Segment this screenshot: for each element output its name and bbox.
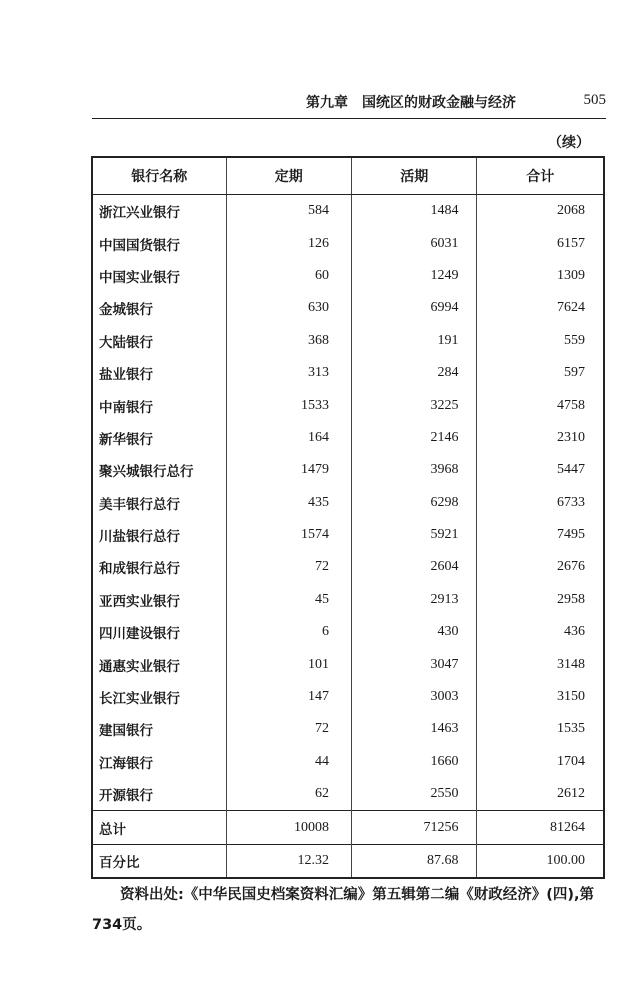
total-deposit-cell: 436 <box>477 616 604 648</box>
bank-name-cell: 长江实业银行 <box>92 681 226 713</box>
bank-name-cell: 浙江兴业银行 <box>92 195 226 228</box>
bank-name-cell: 聚兴城银行总行 <box>92 454 226 486</box>
bank-name-cell: 亚西实业银行 <box>92 584 226 616</box>
current-deposit-cell: 2604 <box>352 551 477 583</box>
table-row <box>92 422 604 454</box>
bank-name-cell: 四川建设银行 <box>92 616 226 648</box>
fixed-deposit-cell: 584 <box>226 195 352 228</box>
column-header-fixed: 定期 <box>226 157 352 195</box>
total-deposit-cell: 6157 <box>477 227 604 259</box>
total-deposit-cell: 2068 <box>477 195 604 228</box>
current-deposit-cell: 5921 <box>352 519 477 551</box>
table-row <box>92 454 604 486</box>
bank-name-cell: 百分比 <box>92 844 226 878</box>
current-deposit-cell: 2550 <box>352 778 477 811</box>
current-deposit-cell: 3225 <box>352 389 477 421</box>
total-deposit-cell: 100.00 <box>477 844 604 878</box>
fixed-deposit-cell: 62 <box>226 778 352 811</box>
bank-name-cell: 中南银行 <box>92 389 226 421</box>
total-deposit-cell: 559 <box>477 325 604 357</box>
table-row <box>92 746 604 778</box>
bank-name-cell: 盐业银行 <box>92 357 226 389</box>
fixed-deposit-cell: 6 <box>226 616 352 648</box>
page-number: 505 <box>583 92 606 108</box>
current-deposit-cell: 3003 <box>352 681 477 713</box>
bank-name-cell: 金城银行 <box>92 292 226 324</box>
current-deposit-cell: 191 <box>352 325 477 357</box>
fixed-deposit-cell: 1574 <box>226 519 352 551</box>
total-deposit-cell: 2958 <box>477 584 604 616</box>
table-row <box>92 519 604 551</box>
table-body <box>92 195 604 879</box>
table-header-row <box>92 157 604 195</box>
fixed-deposit-cell: 1533 <box>226 389 352 421</box>
table-row <box>92 357 604 389</box>
table-row <box>92 195 604 228</box>
fixed-deposit-cell: 72 <box>226 551 352 583</box>
total-deposit-cell: 3148 <box>477 648 604 680</box>
bank-name-cell: 新华银行 <box>92 422 226 454</box>
fixed-deposit-cell: 313 <box>226 357 352 389</box>
fixed-deposit-cell: 368 <box>226 325 352 357</box>
fixed-deposit-cell: 164 <box>226 422 352 454</box>
total-deposit-cell: 5447 <box>477 454 604 486</box>
fixed-deposit-cell: 12.32 <box>226 844 352 878</box>
bank-name-cell: 中国国货银行 <box>92 227 226 259</box>
bank-name-cell: 和成银行总行 <box>92 551 226 583</box>
running-title: 第九章 国统区的财政金融与经济 <box>306 95 516 111</box>
header-rule <box>92 118 606 119</box>
table-row <box>92 648 604 680</box>
running-head <box>92 92 606 112</box>
table-row <box>92 325 604 357</box>
fixed-deposit-cell: 44 <box>226 746 352 778</box>
current-deposit-cell: 284 <box>352 357 477 389</box>
table-row <box>92 713 604 745</box>
fixed-deposit-cell: 10008 <box>226 811 352 844</box>
fixed-deposit-cell: 1479 <box>226 454 352 486</box>
percent-row <box>92 844 604 878</box>
column-header-current: 活期 <box>352 157 477 195</box>
total-deposit-cell: 2310 <box>477 422 604 454</box>
current-deposit-cell: 2146 <box>352 422 477 454</box>
column-header-total: 合计 <box>477 157 604 195</box>
continued-mark: （续） <box>548 135 590 151</box>
table-row <box>92 584 604 616</box>
table-row <box>92 778 604 811</box>
current-deposit-cell: 2913 <box>352 584 477 616</box>
fixed-deposit-cell: 630 <box>226 292 352 324</box>
fixed-deposit-cell: 147 <box>226 681 352 713</box>
fixed-deposit-cell: 126 <box>226 227 352 259</box>
source-note: 资料出处:《中华民国史档案资料汇编》第五辑第二编《财政经济》(四),第734页。 <box>92 887 595 933</box>
bank-name-cell: 江海银行 <box>92 746 226 778</box>
bank-name-cell: 开源银行 <box>92 778 226 811</box>
current-deposit-cell: 430 <box>352 616 477 648</box>
total-deposit-cell: 2612 <box>477 778 604 811</box>
current-deposit-cell: 1249 <box>352 260 477 292</box>
total-deposit-cell: 81264 <box>477 811 604 844</box>
current-deposit-cell: 87.68 <box>352 844 477 878</box>
total-deposit-cell: 1309 <box>477 260 604 292</box>
current-deposit-cell: 3047 <box>352 648 477 680</box>
column-header-bank-name: 银行名称 <box>92 157 226 195</box>
total-deposit-cell: 1535 <box>477 713 604 745</box>
table-row <box>92 551 604 583</box>
table-row <box>92 616 604 648</box>
total-deposit-cell: 7495 <box>477 519 604 551</box>
bank-name-cell: 川盐银行总行 <box>92 519 226 551</box>
bank-name-cell: 通惠实业银行 <box>92 648 226 680</box>
total-deposit-cell: 2676 <box>477 551 604 583</box>
bank-name-cell: 中国实业银行 <box>92 260 226 292</box>
table-row <box>92 227 604 259</box>
current-deposit-cell: 1484 <box>352 195 477 228</box>
bank-name-cell: 总计 <box>92 811 226 844</box>
table-row <box>92 681 604 713</box>
total-deposit-cell: 3150 <box>477 681 604 713</box>
table-row <box>92 487 604 519</box>
total-row <box>92 811 604 844</box>
table-row <box>92 260 604 292</box>
current-deposit-cell: 3968 <box>352 454 477 486</box>
current-deposit-cell: 6031 <box>352 227 477 259</box>
bank-name-cell: 建国银行 <box>92 713 226 745</box>
bank-deposit-table <box>91 156 605 879</box>
current-deposit-cell: 6994 <box>352 292 477 324</box>
total-deposit-cell: 6733 <box>477 487 604 519</box>
bank-name-cell: 美丰银行总行 <box>92 487 226 519</box>
table-row <box>92 292 604 324</box>
fixed-deposit-cell: 101 <box>226 648 352 680</box>
total-deposit-cell: 1704 <box>477 746 604 778</box>
fixed-deposit-cell: 435 <box>226 487 352 519</box>
bank-name-cell: 大陆银行 <box>92 325 226 357</box>
fixed-deposit-cell: 60 <box>226 260 352 292</box>
total-deposit-cell: 7624 <box>477 292 604 324</box>
fixed-deposit-cell: 45 <box>226 584 352 616</box>
total-deposit-cell: 597 <box>477 357 604 389</box>
fixed-deposit-cell: 72 <box>226 713 352 745</box>
current-deposit-cell: 1660 <box>352 746 477 778</box>
current-deposit-cell: 71256 <box>352 811 477 844</box>
total-deposit-cell: 4758 <box>477 389 604 421</box>
current-deposit-cell: 1463 <box>352 713 477 745</box>
current-deposit-cell: 6298 <box>352 487 477 519</box>
table-row <box>92 389 604 421</box>
